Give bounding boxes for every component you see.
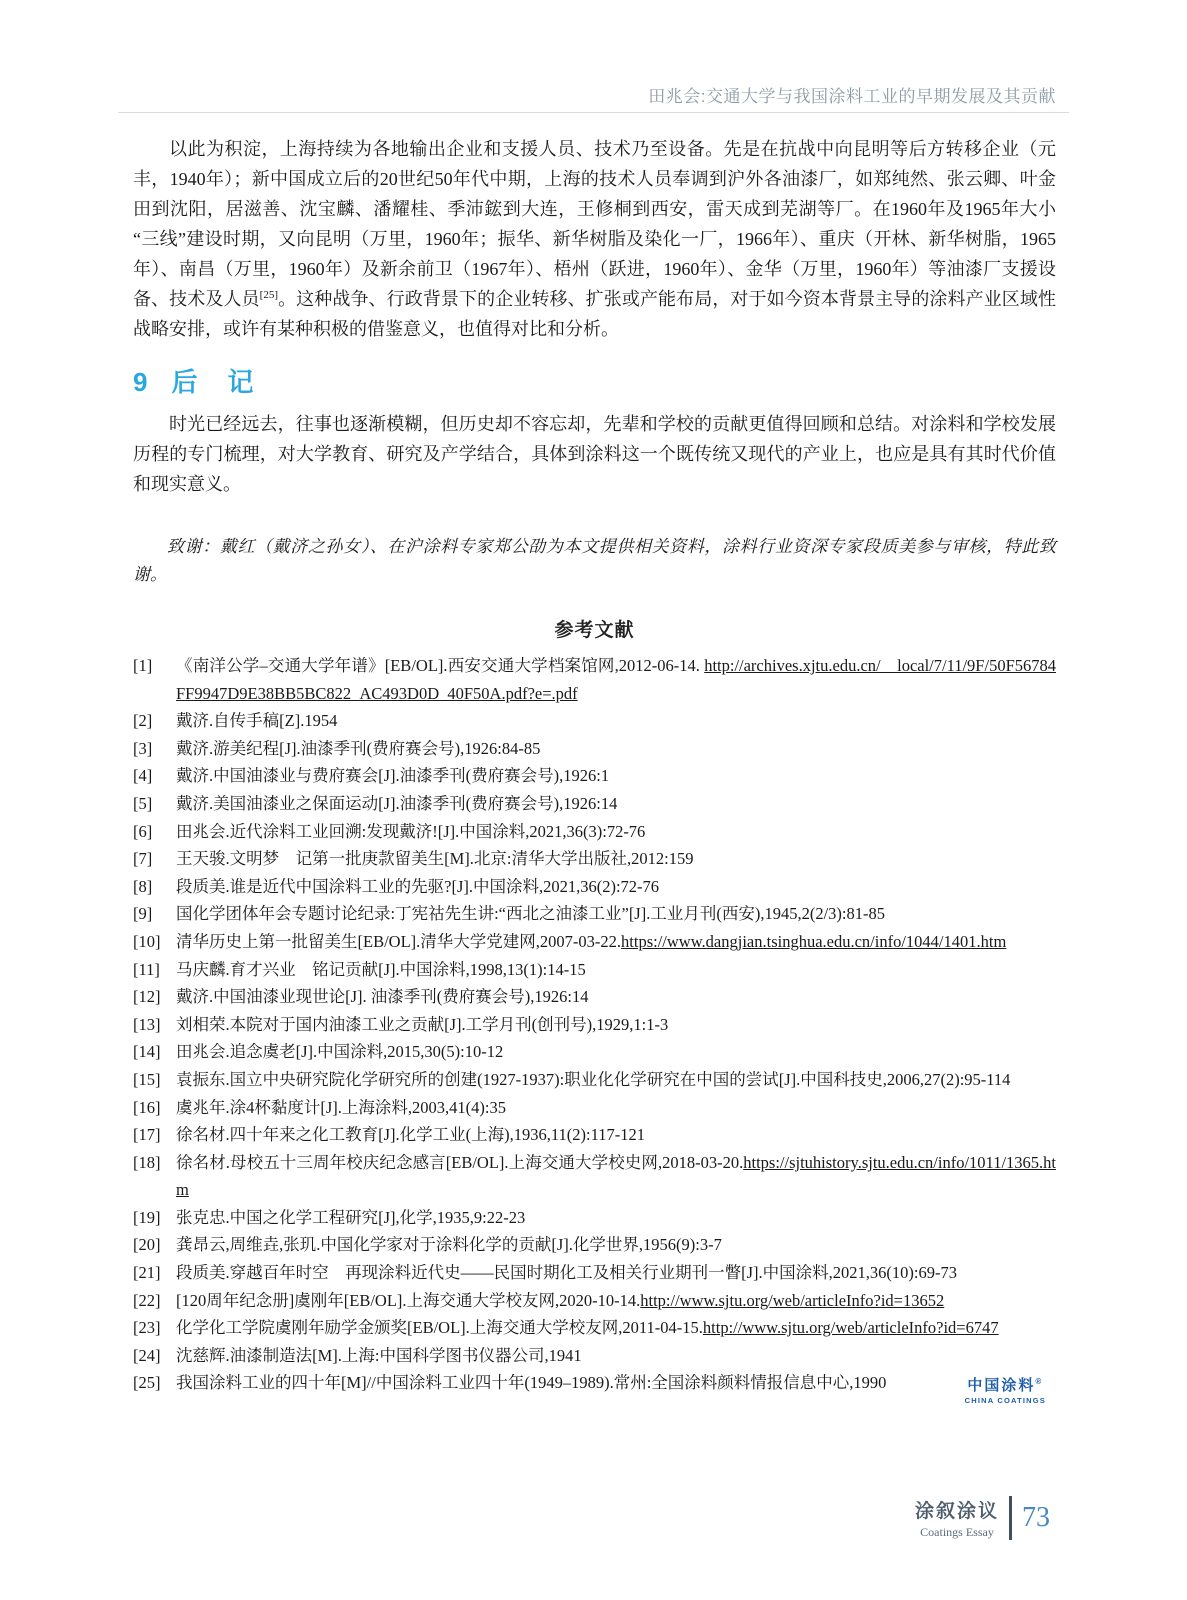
reference-text: 袁振东.国立中央研究院化学研究所的创建(1927-1937):职业化化学研究在中国的尝试[J].中国科技史,2006,27(2):95-114 — [176, 1069, 1011, 1089]
reference-item — [133, 1094, 1056, 1122]
reference-url-link[interactable]: http://www.sjtu.org/web/articleInfo?id=6747 — [702, 1318, 999, 1338]
reference-number: [2] — [133, 711, 153, 731]
page-footer — [915, 1496, 1050, 1540]
reference-item — [133, 1011, 1056, 1039]
reference-item — [133, 1204, 1056, 1232]
footer-section-label — [915, 1496, 999, 1540]
reference-number: [21] — [133, 1263, 161, 1283]
reference-text: 沈慈辉.油漆制造法[M].上海:中国科学图书仪器公司,1941 — [176, 1345, 582, 1365]
reference-text: 段质美.谁是近代中国涂料工业的先驱?[J].中国涂料,2021,36(2):72-76 — [176, 876, 660, 896]
reference-number: [11] — [133, 959, 160, 979]
reference-text: 徐名材.四十年来之化工教育[J].化学工业(上海),1936,11(2):117-121 — [176, 1125, 645, 1145]
reference-item — [133, 1287, 1056, 1315]
running-head: 田兆会:交通大学与我国涂料工业的早期发展及其贡献 — [648, 87, 1056, 106]
reference-text: 《南洋公学–交通大学年谱》[EB/OL].西安交通大学档案馆网,2012-06-14. — [176, 656, 705, 675]
reference-item — [133, 1314, 1056, 1342]
reference-item — [133, 790, 1056, 818]
reference-text: 刘相荣.本院对于国内油漆工业之贡献[J].工学月刊(创刊号),1929,1:1-3 — [176, 1014, 669, 1034]
reference-url-link[interactable]: http://archives.xjtu.edu.cn/__local/7/11/9F/50F56784FF9947D9E38BB5BC822_AC493D0D_40F50A.pdf?e=.pdf — [176, 656, 1056, 703]
china-coatings-logo — [965, 1374, 1046, 1405]
section-number: 9 — [133, 367, 150, 397]
reference-item — [133, 983, 1056, 1011]
reference-text: 虞兆年.涂4杯黏度计[J].上海涂料,2003,41(4):35 — [176, 1097, 506, 1117]
reference-item — [133, 873, 1056, 901]
reference-text: 我国涂料工业的四十年[M]//中国涂料工业四十年(1949–1989).常州:全国涂料颜料情报信息中心,1990 — [176, 1373, 887, 1393]
acknowledgment: 致谢：戴红（戴济之孙女）、在沪涂料专家郑公劭为本文提供相关资料，涂料行业资深专家段质美参与审核，特此致谢。 — [133, 537, 1056, 584]
reference-text: 王天骏.文明梦 记第一批庚款留美生[M].北京:清华大学出版社,2012:159 — [176, 849, 694, 869]
reference-text: 清华历史上第一批留美生[EB/OL].清华大学党建网,2007-03-22. — [176, 931, 622, 951]
reference-number: [20] — [133, 1235, 161, 1255]
reference-item — [133, 707, 1056, 735]
footer-section-chinese: 涂叙涂议 — [914, 1501, 999, 1522]
paragraph-transfer-history — [133, 134, 1056, 344]
reference-number: [3] — [133, 738, 153, 758]
section-heading-postscript — [133, 362, 1056, 399]
reference-text: 张克忠.中国之化学工程研究[J],化学,1935,9:22-23 — [176, 1207, 526, 1227]
reference-text: 马庆麟.育才兴业 铭记贡献[J].中国涂料,1998,13(1):14-15 — [176, 959, 586, 979]
reference-item — [133, 818, 1056, 846]
reference-number: [6] — [133, 821, 153, 841]
reference-number: [12] — [133, 987, 161, 1007]
reference-text: 段质美.穿越百年时空 再现涂料近代史——民国时期化工及相关行业期刊一瞥[J].中国涂料,2021,36(10):69-73 — [176, 1263, 957, 1283]
reference-text: 田兆会.近代涂料工业回溯:发现戴济![J].中国涂料,2021,36(3):72-76 — [176, 821, 646, 841]
reference-text: 龚昂云,周维垚,张玑.中国化学家对于涂料化学的贡献[J].化学世界,1956(9):3-7 — [176, 1235, 722, 1255]
article-content — [133, 134, 1056, 1397]
reference-item — [133, 1259, 1056, 1287]
reference-text: 戴济.中国油漆业与费府赛会[J].油漆季刊(费府赛会号),1926:1 — [176, 766, 610, 786]
reference-number: [4] — [133, 766, 153, 786]
reference-text: 徐名材.母校五十三周年校庆纪念感言[EB/OL].上海交通大学校史网,2018-03-20. — [176, 1152, 744, 1172]
reference-number: [14] — [133, 1042, 161, 1062]
registered-mark: ® — [1035, 1377, 1044, 1386]
reference-item — [133, 845, 1056, 873]
reference-item — [133, 652, 1056, 707]
reference-number: [24] — [133, 1345, 161, 1365]
reference-url-link[interactable]: https://www.dangjian.tsinghua.edu.cn/info/1044/1401.htm — [621, 931, 1007, 951]
page-number: 73 — [1022, 1502, 1050, 1533]
reference-item — [133, 1038, 1056, 1066]
paragraph-text-end: 。这种战争、行政背景下的企业转移、扩张或产能布局，对于如今资本背景主导的涂料产业区域性战略安排，或许有某种积极的借鉴意义，也值得对比和分析。 — [133, 289, 1056, 339]
reference-number: [23] — [133, 1318, 161, 1338]
section-title: 后 记 — [171, 367, 256, 397]
reference-number: [1] — [133, 656, 153, 675]
reference-item — [133, 928, 1056, 956]
paragraph-postscript: 时光已经远去，往事也逐渐模糊，但历史却不容忘却，先辈和学校的贡献更值得回顾和总结。对涂料和学校发展历程的专门梳理，对大学教育、研究及产学结合，具体到涂料这一个既传统又现代的产业上，也应是具有其时代价值和现实意义。 — [133, 414, 1056, 494]
footer-section-english: Coatings Essay — [920, 1525, 994, 1539]
references-heading: 参考文献 — [554, 620, 635, 641]
reference-text: 国化学团体年会专题讨论纪录:丁宪祜先生讲:“西北之油漆工业”[J].工业月刊(西安),1945,2(2/3):81-85 — [176, 904, 885, 924]
reference-text: 戴济.自传手稿[Z].1954 — [176, 711, 338, 731]
reference-number: [8] — [133, 876, 153, 896]
reference-text: 戴济.美国油漆业之保面运动[J].油漆季刊(费府赛会号),1926:14 — [176, 793, 618, 813]
reference-item — [133, 1231, 1056, 1259]
reference-url-link[interactable]: http://www.sjtu.org/web/articleInfo?id=13652 — [640, 1290, 945, 1310]
reference-number: [15] — [133, 1069, 161, 1089]
reference-text: 田兆会.追念虞老[J].中国涂料,2015,30(5):10-12 — [176, 1042, 504, 1062]
reference-number: [13] — [133, 1014, 161, 1034]
paragraph-text: 以此为积淀，上海持续为各地输出企业和支援人员、技术乃至设备。先是在抗战中向昆明等后方转移企业（元丰，1940年）；新中国成立后的20世纪50年代中期，上海的技术人员奉调到沪外各油漆厂，如郑纯然、张云卿、叶金田到沈阳，居滋善、沈宝麟、潘耀桂、季沛鋐到大连，王修桐到西安，雷天成到芜湖等厂。在1960年及1965年大小“三线”建设时期，又向昆明（万里，1960年；振华、新华树脂及染化一厂，1966年）、重庆（开林、新华树脂，1965年）、南昌（万里，1960年）及新余前卫（1967年）、梧州（跃进，1960年）、金华（万里，1960年）等油漆厂支援设备、技术及人员 — [133, 139, 1056, 309]
reference-item — [133, 1121, 1056, 1149]
reference-text: [120周年纪念册]虞刚年[EB/OL].上海交通大学校友网,2020-10-14. — [176, 1290, 641, 1310]
reference-item — [133, 1066, 1056, 1094]
logo-chinese-text: 中国涂料® — [967, 1377, 1044, 1394]
reference-item — [133, 735, 1056, 763]
reference-item — [133, 956, 1056, 984]
reference-item — [133, 1342, 1056, 1370]
reference-text: 戴济.游美纪程[J].油漆季刊(费府赛会号),1926:84-85 — [176, 738, 541, 758]
reference-item — [133, 1149, 1056, 1204]
reference-number: [16] — [133, 1097, 161, 1117]
reference-number: [19] — [133, 1207, 161, 1227]
reference-number: [18] — [133, 1152, 161, 1172]
logo-english-text: CHINA COATINGS — [964, 1396, 1046, 1405]
reference-item — [133, 900, 1056, 928]
reference-number: [22] — [133, 1290, 161, 1310]
footer-divider-bar — [1009, 1496, 1012, 1540]
reference-number: [9] — [133, 904, 153, 924]
reference-text: 化学化工学院虞刚年励学金颁奖[EB/OL].上海交通大学校友网,2011-04-15. — [176, 1318, 703, 1338]
reference-text: 戴济.中国油漆业现世论[J]. 油漆季刊(费府赛会号),1926:14 — [176, 987, 589, 1007]
references-list — [133, 652, 1056, 1397]
citation-superscript: [25] — [259, 289, 278, 301]
reference-url-link[interactable]: https://sjtuhistory.sjtu.edu.cn/info/1011/1365.htm — [176, 1152, 1056, 1200]
reference-item — [133, 762, 1056, 790]
header-divider — [118, 112, 1069, 113]
reference-number: [17] — [133, 1125, 161, 1145]
reference-item — [133, 1369, 1056, 1397]
reference-number: [5] — [133, 793, 153, 813]
reference-number: [25] — [133, 1373, 161, 1393]
reference-number: [10] — [133, 931, 161, 951]
reference-number: [7] — [133, 849, 153, 869]
